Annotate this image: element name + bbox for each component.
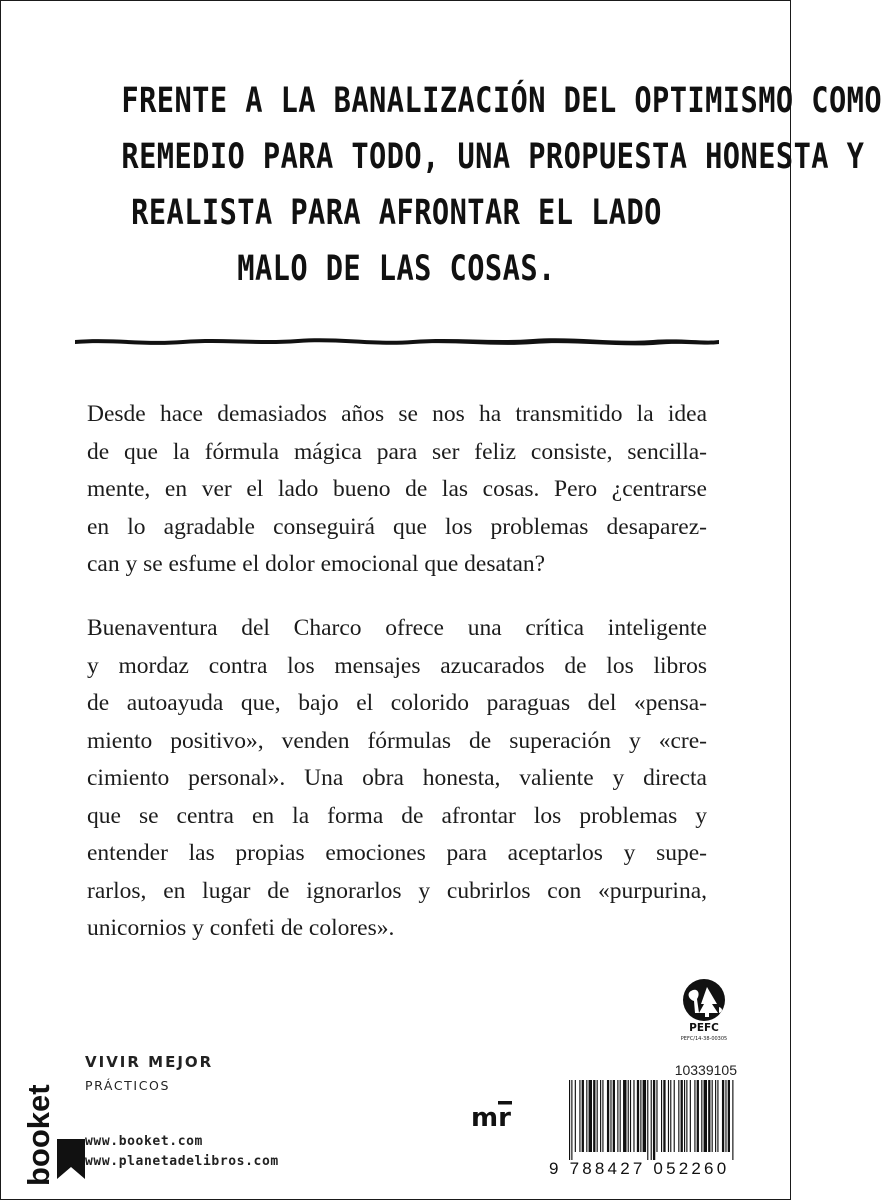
barcode-bar	[602, 1080, 603, 1152]
barcode-bar	[668, 1080, 669, 1152]
barcode-bar	[653, 1080, 655, 1160]
barcode-bar	[670, 1080, 671, 1152]
paragraph-line: entender las propias emociones para aceptarlos y supe-	[87, 840, 707, 866]
headline-line: MALO DE LAS COSAS.	[237, 249, 556, 289]
paragraph-line: miento positivo», venden fórmulas de superación y «cre-	[87, 727, 707, 754]
barcode-bar	[678, 1080, 679, 1152]
barcode-bar	[694, 1080, 695, 1152]
barcode-bar	[704, 1080, 707, 1152]
paragraph-line: Desde hace demasiados años se nos ha transmitido la idea	[87, 401, 707, 427]
barcode-bar	[651, 1080, 652, 1160]
martinez-roca-logo	[471, 1095, 515, 1133]
barcode-bar	[715, 1080, 716, 1152]
barcode-bar	[708, 1080, 710, 1152]
collection-subtitle: PRÁCTICOS	[85, 1078, 170, 1093]
paragraph-line: que se centra en la forma de afrontar los problemas y	[87, 802, 707, 829]
barcode-bar	[681, 1080, 683, 1152]
headline-line: REMEDIO PARA TODO, UNA PROPUESTA HONESTA Y	[121, 137, 865, 177]
barcode-bar	[575, 1080, 576, 1152]
publisher-logo-text: mr	[471, 1103, 511, 1133]
barcode-bar	[686, 1080, 687, 1152]
description-paragraph-2	[87, 610, 707, 948]
barcode-bar	[569, 1080, 570, 1160]
headline	[121, 73, 882, 297]
paragraph-line: de autoayuda que, bajo el colorido paraguas del «pensa-	[87, 690, 707, 716]
barcode-bar	[684, 1080, 685, 1152]
barcode-bar	[674, 1080, 675, 1152]
barcode-bar	[593, 1080, 595, 1152]
barcode-bar	[633, 1080, 634, 1152]
barcode-bar	[728, 1080, 730, 1152]
barcode-bar	[628, 1080, 629, 1152]
barcode-bar	[690, 1080, 691, 1152]
barcode-bar	[586, 1080, 587, 1152]
barcode-bar	[656, 1080, 657, 1152]
barcode-bar	[597, 1080, 598, 1152]
headline-line: REALISTA PARA AFRONTAR EL LADO	[131, 193, 662, 233]
barcode-bar	[661, 1080, 662, 1152]
barcode-bar	[722, 1080, 724, 1152]
barcode-bar	[637, 1080, 639, 1152]
booket-logo	[21, 1021, 87, 1186]
pefc-tree-icon	[673, 977, 735, 1027]
barcode-bar	[701, 1080, 702, 1152]
description-paragraph-1	[87, 396, 707, 584]
reference-code: 10339105	[674, 1062, 737, 1078]
paragraph-line: en lo agradable conseguirá que los problemas desaparez-	[87, 513, 707, 540]
planeta-url[interactable]: www.planetadelibros.com	[85, 1154, 279, 1169]
barcode-bar	[607, 1080, 609, 1152]
paragraph-line: de que la fórmula mágica para ser feliz consiste, sencilla-	[87, 438, 707, 465]
barcode-bar	[582, 1080, 584, 1152]
paragraph-line: Buenaventura del Charco ofrece una crítica inteligente	[87, 615, 707, 641]
barcode-bar	[579, 1080, 580, 1152]
paragraph-line: mente, en ver el lado bueno de las cosas. Pero ¿centrarse	[87, 476, 707, 502]
barcode-bar	[643, 1080, 646, 1152]
barcode-bar	[630, 1080, 631, 1152]
paragraph-line: unicornios y confeti de colores».	[87, 915, 395, 941]
booket-wordmark: booket	[21, 1084, 56, 1186]
barcode-bar	[617, 1080, 618, 1152]
barcode-bar	[697, 1080, 699, 1152]
barcode-bar	[589, 1080, 592, 1152]
barcode-bar	[600, 1080, 601, 1152]
barcode-bar	[712, 1080, 713, 1152]
paragraph-line: can y se esfume el dolor emocional que desatan?	[87, 551, 546, 577]
pefc-label: PEFC	[689, 1022, 719, 1034]
barcode-bar	[732, 1080, 733, 1160]
barcode-bar	[663, 1080, 665, 1152]
headline-line: FRENTE A LA BANALIZACIÓN DEL OPTIMISMO COMO	[121, 81, 882, 121]
paragraph-line: cimiento personal». Una obra honesta, valiente y directa	[87, 765, 707, 791]
paragraph-line: rarlos, en lugar de ignorarlos y cubrirlos con «purpurina,	[87, 877, 707, 904]
barcode-bar	[620, 1080, 621, 1152]
barcode-bar	[623, 1080, 626, 1152]
brush-divider	[73, 327, 721, 351]
barcode	[567, 1080, 735, 1160]
barcode-bar	[571, 1080, 572, 1160]
booket-url[interactable]: www.booket.com	[85, 1134, 203, 1149]
barcode-bar	[647, 1080, 648, 1160]
pefc-code: PEFC/14-38-00305	[680, 1036, 728, 1042]
ean-number: 9 788427 052260	[549, 1159, 730, 1178]
barcode-bar	[610, 1080, 611, 1152]
barcode-bar	[717, 1080, 718, 1152]
paragraph-line: y mordaz contra los mensajes azucarados de los libros	[87, 652, 707, 679]
barcode-bar	[640, 1080, 641, 1152]
barcode-bar	[725, 1080, 726, 1152]
collection-title: VIVIR MEJOR	[85, 1053, 214, 1071]
barcode-bar	[613, 1080, 615, 1152]
